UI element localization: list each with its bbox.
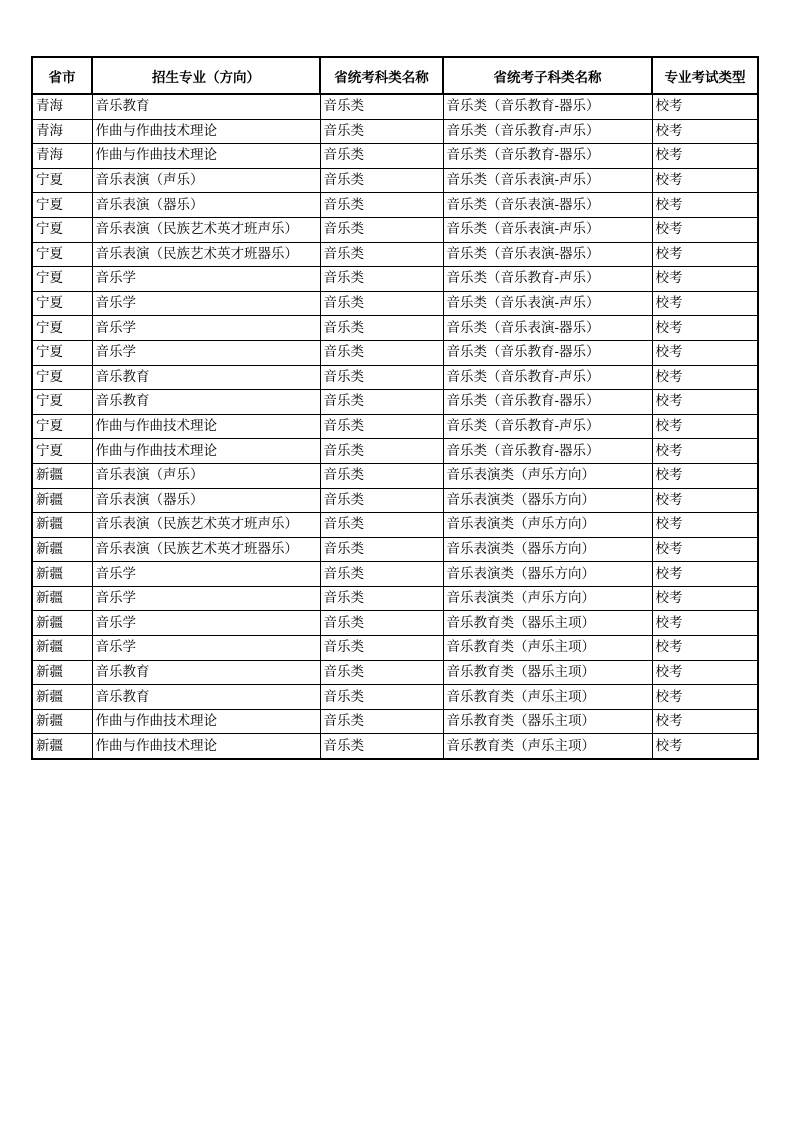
cell-province: 新疆 xyxy=(32,734,92,759)
cell-exam-type: 校考 xyxy=(652,242,758,267)
cell-province: 新疆 xyxy=(32,709,92,734)
cell-exam-type: 校考 xyxy=(652,217,758,242)
header-exam-category: 省统考科类名称 xyxy=(320,57,443,94)
cell-exam-type: 校考 xyxy=(652,586,758,611)
cell-exam-subcategory: 音乐类（音乐教育-器乐） xyxy=(443,439,652,464)
cell-exam-type: 校考 xyxy=(652,390,758,415)
cell-major: 音乐表演（民族艺术英才班声乐） xyxy=(92,513,320,538)
cell-exam-subcategory: 音乐类（音乐教育-声乐） xyxy=(443,414,652,439)
cell-exam-type: 校考 xyxy=(652,316,758,341)
cell-province: 新疆 xyxy=(32,685,92,710)
cell-exam-subcategory: 音乐教育类（器乐主项） xyxy=(443,709,652,734)
table-row xyxy=(32,390,758,415)
cell-exam-type: 校考 xyxy=(652,119,758,144)
table-row xyxy=(32,119,758,144)
table-row xyxy=(32,291,758,316)
cell-major: 作曲与作曲技术理论 xyxy=(92,734,320,759)
cell-exam-subcategory: 音乐类（音乐表演-声乐） xyxy=(443,217,652,242)
cell-province: 宁夏 xyxy=(32,217,92,242)
cell-province: 新疆 xyxy=(32,463,92,488)
header-row xyxy=(32,57,758,94)
cell-exam-subcategory: 音乐类（音乐教育-器乐） xyxy=(443,340,652,365)
cell-province: 新疆 xyxy=(32,513,92,538)
cell-province: 新疆 xyxy=(32,488,92,513)
cell-major: 作曲与作曲技术理论 xyxy=(92,709,320,734)
cell-exam-subcategory: 音乐类（音乐表演-声乐） xyxy=(443,168,652,193)
cell-province: 宁夏 xyxy=(32,193,92,218)
table-row xyxy=(32,734,758,759)
cell-major: 作曲与作曲技术理论 xyxy=(92,119,320,144)
cell-province: 宁夏 xyxy=(32,340,92,365)
cell-major: 音乐表演（器乐） xyxy=(92,193,320,218)
cell-exam-subcategory: 音乐教育类（声乐主项） xyxy=(443,734,652,759)
cell-exam-subcategory: 音乐类（音乐教育-器乐） xyxy=(443,94,652,119)
cell-exam-type: 校考 xyxy=(652,636,758,661)
cell-exam-category: 音乐类 xyxy=(320,586,443,611)
cell-exam-type: 校考 xyxy=(652,611,758,636)
cell-province: 宁夏 xyxy=(32,316,92,341)
cell-exam-type: 校考 xyxy=(652,488,758,513)
cell-exam-subcategory: 音乐教育类（声乐主项） xyxy=(443,636,652,661)
cell-exam-category: 音乐类 xyxy=(320,636,443,661)
header-province: 省市 xyxy=(32,57,92,94)
cell-province: 新疆 xyxy=(32,586,92,611)
cell-exam-type: 校考 xyxy=(652,291,758,316)
cell-exam-category: 音乐类 xyxy=(320,316,443,341)
cell-exam-category: 音乐类 xyxy=(320,217,443,242)
cell-major: 音乐表演（民族艺术英才班器乐） xyxy=(92,242,320,267)
cell-exam-subcategory: 音乐类（音乐表演-器乐） xyxy=(443,193,652,218)
cell-province: 宁夏 xyxy=(32,168,92,193)
admissions-table xyxy=(31,56,759,760)
cell-major: 音乐表演（器乐） xyxy=(92,488,320,513)
cell-exam-subcategory: 音乐教育类（声乐主项） xyxy=(443,685,652,710)
cell-major: 音乐表演（声乐） xyxy=(92,463,320,488)
cell-exam-subcategory: 音乐表演类（声乐方向） xyxy=(443,586,652,611)
cell-exam-type: 校考 xyxy=(652,267,758,292)
table-row xyxy=(32,488,758,513)
cell-exam-category: 音乐类 xyxy=(320,734,443,759)
header-major: 招生专业（方向） xyxy=(92,57,320,94)
cell-exam-category: 音乐类 xyxy=(320,513,443,538)
cell-province: 宁夏 xyxy=(32,414,92,439)
cell-exam-type: 校考 xyxy=(652,734,758,759)
cell-exam-category: 音乐类 xyxy=(320,414,443,439)
cell-province: 青海 xyxy=(32,94,92,119)
cell-exam-category: 音乐类 xyxy=(320,709,443,734)
cell-exam-subcategory: 音乐类（音乐教育-声乐） xyxy=(443,365,652,390)
cell-province: 宁夏 xyxy=(32,267,92,292)
table-row xyxy=(32,94,758,119)
cell-exam-type: 校考 xyxy=(652,709,758,734)
cell-province: 宁夏 xyxy=(32,242,92,267)
header-exam-type: 专业考试类型 xyxy=(652,57,758,94)
cell-major: 音乐教育 xyxy=(92,685,320,710)
cell-major: 音乐学 xyxy=(92,267,320,292)
cell-exam-type: 校考 xyxy=(652,94,758,119)
table-row xyxy=(32,463,758,488)
cell-exam-category: 音乐类 xyxy=(320,168,443,193)
table-row xyxy=(32,611,758,636)
cell-province: 新疆 xyxy=(32,562,92,587)
cell-exam-subcategory: 音乐表演类（器乐方向） xyxy=(443,562,652,587)
cell-major: 音乐学 xyxy=(92,291,320,316)
cell-exam-category: 音乐类 xyxy=(320,611,443,636)
cell-exam-category: 音乐类 xyxy=(320,267,443,292)
cell-exam-subcategory: 音乐表演类（器乐方向） xyxy=(443,488,652,513)
cell-major: 音乐表演（民族艺术英才班声乐） xyxy=(92,217,320,242)
table-body xyxy=(32,94,758,759)
cell-major: 音乐表演（声乐） xyxy=(92,168,320,193)
cell-province: 宁夏 xyxy=(32,439,92,464)
cell-exam-category: 音乐类 xyxy=(320,193,443,218)
table-row xyxy=(32,316,758,341)
cell-exam-category: 音乐类 xyxy=(320,94,443,119)
cell-exam-type: 校考 xyxy=(652,168,758,193)
table-row xyxy=(32,685,758,710)
table-row xyxy=(32,439,758,464)
cell-exam-type: 校考 xyxy=(652,144,758,169)
cell-province: 新疆 xyxy=(32,611,92,636)
cell-exam-subcategory: 音乐类（音乐教育-声乐） xyxy=(443,119,652,144)
cell-exam-type: 校考 xyxy=(652,660,758,685)
cell-exam-category: 音乐类 xyxy=(320,390,443,415)
cell-major: 音乐教育 xyxy=(92,365,320,390)
cell-major: 音乐学 xyxy=(92,562,320,587)
table-row xyxy=(32,267,758,292)
cell-province: 青海 xyxy=(32,144,92,169)
cell-exam-type: 校考 xyxy=(652,439,758,464)
cell-major: 音乐学 xyxy=(92,586,320,611)
cell-exam-subcategory: 音乐表演类（器乐方向） xyxy=(443,537,652,562)
table-row xyxy=(32,586,758,611)
cell-exam-subcategory: 音乐表演类（声乐方向） xyxy=(443,513,652,538)
table-row xyxy=(32,414,758,439)
cell-major: 音乐教育 xyxy=(92,660,320,685)
cell-province: 新疆 xyxy=(32,660,92,685)
cell-exam-type: 校考 xyxy=(652,193,758,218)
cell-major: 音乐学 xyxy=(92,316,320,341)
table-row xyxy=(32,340,758,365)
cell-major: 音乐学 xyxy=(92,340,320,365)
cell-exam-type: 校考 xyxy=(652,513,758,538)
cell-province: 新疆 xyxy=(32,537,92,562)
cell-exam-subcategory: 音乐类（音乐表演-器乐） xyxy=(443,316,652,341)
cell-exam-category: 音乐类 xyxy=(320,685,443,710)
table-row xyxy=(32,168,758,193)
cell-exam-subcategory: 音乐类（音乐教育-声乐） xyxy=(443,267,652,292)
cell-exam-category: 音乐类 xyxy=(320,365,443,390)
table-header xyxy=(32,57,758,94)
cell-exam-category: 音乐类 xyxy=(320,119,443,144)
cell-exam-type: 校考 xyxy=(652,685,758,710)
cell-exam-subcategory: 音乐教育类（器乐主项） xyxy=(443,611,652,636)
cell-exam-category: 音乐类 xyxy=(320,144,443,169)
cell-exam-category: 音乐类 xyxy=(320,291,443,316)
table-row xyxy=(32,365,758,390)
table-row xyxy=(32,513,758,538)
cell-exam-subcategory: 音乐类（音乐教育-器乐） xyxy=(443,390,652,415)
table-row xyxy=(32,242,758,267)
cell-major: 音乐教育 xyxy=(92,94,320,119)
table-row xyxy=(32,537,758,562)
cell-exam-type: 校考 xyxy=(652,340,758,365)
cell-exam-category: 音乐类 xyxy=(320,439,443,464)
cell-major: 作曲与作曲技术理论 xyxy=(92,144,320,169)
cell-exam-type: 校考 xyxy=(652,537,758,562)
header-exam-subcategory: 省统考子科类名称 xyxy=(443,57,652,94)
cell-exam-subcategory: 音乐表演类（声乐方向） xyxy=(443,463,652,488)
cell-exam-subcategory: 音乐类（音乐表演-器乐） xyxy=(443,242,652,267)
cell-major: 作曲与作曲技术理论 xyxy=(92,439,320,464)
table-row xyxy=(32,709,758,734)
cell-exam-type: 校考 xyxy=(652,414,758,439)
cell-exam-category: 音乐类 xyxy=(320,660,443,685)
cell-exam-category: 音乐类 xyxy=(320,488,443,513)
cell-province: 宁夏 xyxy=(32,365,92,390)
cell-province: 新疆 xyxy=(32,636,92,661)
table-row xyxy=(32,144,758,169)
table-row xyxy=(32,217,758,242)
cell-major: 音乐学 xyxy=(92,611,320,636)
table-row xyxy=(32,562,758,587)
cell-exam-category: 音乐类 xyxy=(320,537,443,562)
table-row xyxy=(32,636,758,661)
cell-exam-subcategory: 音乐教育类（器乐主项） xyxy=(443,660,652,685)
cell-exam-type: 校考 xyxy=(652,365,758,390)
cell-major: 作曲与作曲技术理论 xyxy=(92,414,320,439)
cell-province: 宁夏 xyxy=(32,291,92,316)
cell-major: 音乐教育 xyxy=(92,390,320,415)
cell-exam-subcategory: 音乐类（音乐表演-声乐） xyxy=(443,291,652,316)
cell-major: 音乐学 xyxy=(92,636,320,661)
cell-exam-category: 音乐类 xyxy=(320,242,443,267)
cell-exam-category: 音乐类 xyxy=(320,340,443,365)
cell-exam-type: 校考 xyxy=(652,562,758,587)
table-row xyxy=(32,660,758,685)
cell-exam-category: 音乐类 xyxy=(320,562,443,587)
cell-exam-type: 校考 xyxy=(652,463,758,488)
cell-exam-subcategory: 音乐类（音乐教育-器乐） xyxy=(443,144,652,169)
cell-major: 音乐表演（民族艺术英才班器乐） xyxy=(92,537,320,562)
table-row xyxy=(32,193,758,218)
cell-province: 宁夏 xyxy=(32,390,92,415)
cell-exam-category: 音乐类 xyxy=(320,463,443,488)
cell-province: 青海 xyxy=(32,119,92,144)
